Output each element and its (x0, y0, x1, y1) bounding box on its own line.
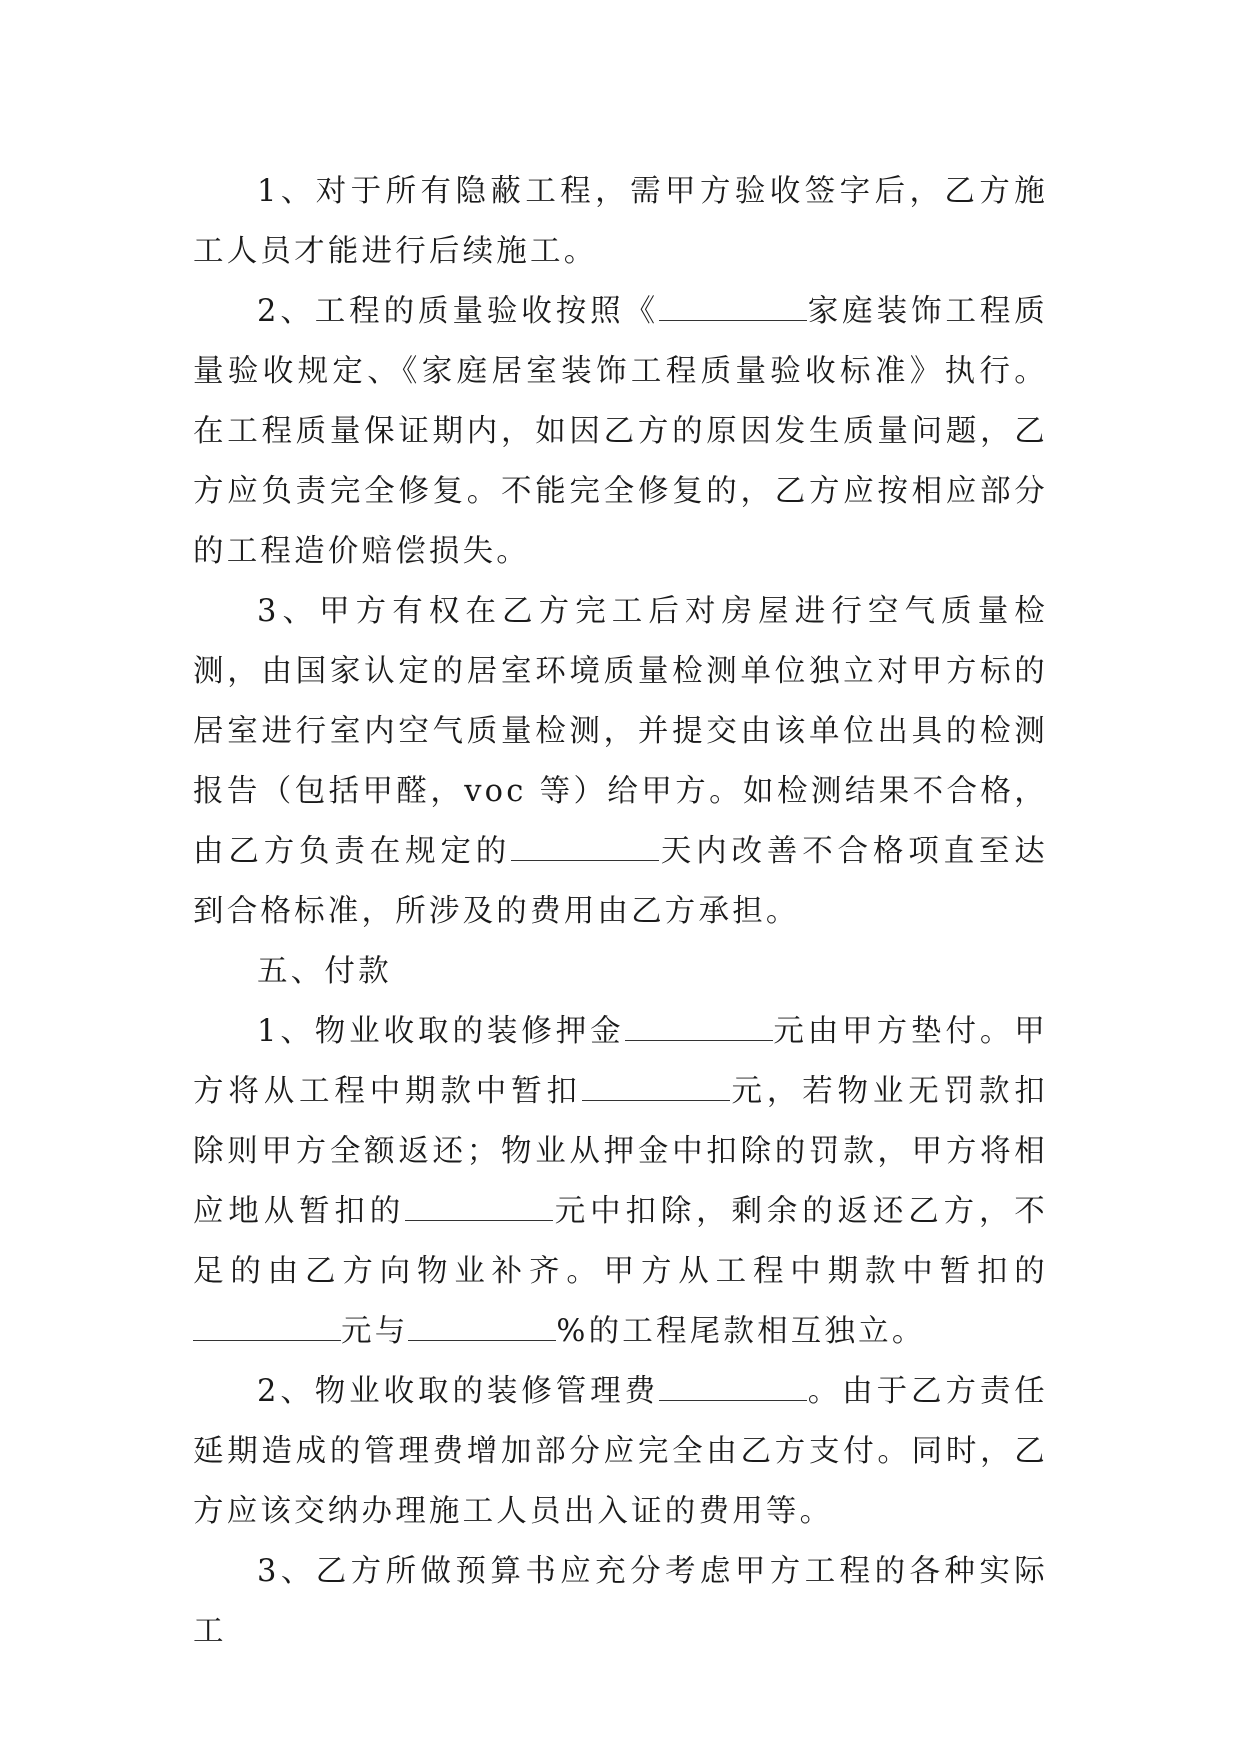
text-segment: 元，若物业无罚款扣除则甲方全额返还；物业从押金中扣除的罚款，甲方将相应地从暂扣的 (193, 1074, 1048, 1229)
text-segment: 1、物业收取的装修押金 (257, 1014, 625, 1049)
fill-in-blank (582, 1074, 730, 1101)
fill-in-blank (625, 1014, 773, 1041)
fill-in-blank (405, 1194, 553, 1221)
fill-in-blank (659, 1374, 807, 1401)
text-segment: 家庭装饰工程质量验收规定、《家庭居室装饰工程质量验收标准》执行。在工程质量保证期内，如因乙方的原因发生质量问题，乙方应负责完全修复。不能完全修复的，乙方应按相应部分的工程造价赔偿损失。 (193, 294, 1048, 569)
text-segment: 1、对于所有隐蔽工程，需甲方验收签字后，乙方施工人员才能进行后续施工。 (193, 174, 1048, 269)
paragraph-budget (193, 1542, 1048, 1662)
text-segment: 五、付款 (257, 954, 392, 989)
paragraph-air-quality (193, 582, 1048, 942)
text-segment: 3、乙方所做预算书应充分考虑甲方工程的各种实际工 (193, 1554, 1048, 1649)
fill-in-blank (408, 1314, 556, 1341)
paragraph-quality-acceptance (193, 282, 1048, 582)
paragraph-management-fee (193, 1362, 1048, 1542)
text-segment: 。由于乙方责任延期造成的管理费增加部分应完全由乙方支付。同时，乙方应该交纳办理施工人员出入证的费用等。 (193, 1374, 1048, 1529)
fill-in-blank (659, 294, 807, 321)
text-segment: 元中扣除，剩余的返还乙方，不足的由乙方向物业补齐。甲方从工程中期款中暂扣的 (193, 1194, 1048, 1289)
text-segment: 3、甲方有权在乙方完工后对房屋进行空气质量检测，由国家认定的居室环境质量检测单位独立对甲方标的居室进行室内空气质量检测，并提交由该单位出具的检测报告（包括甲醛，voc 等）给甲方。如检测结果不合格，由乙方负责在规定的 (193, 594, 1048, 869)
text-segment: 2、物业收取的装修管理费 (257, 1374, 660, 1409)
section-heading-payment (193, 942, 1048, 1002)
document-page (193, 162, 1048, 1662)
text-segment: 天内改善不合格项直至达到合格标准，所涉及的费用由乙方承担。 (193, 834, 1048, 929)
fill-in-blank (193, 1314, 341, 1341)
text-segment: 元由甲方垫付。甲方将从工程中期款中暂扣 (193, 1014, 1048, 1109)
paragraph-hidden-works (193, 162, 1048, 282)
text-segment: 2、工程的质量验收按照《 (257, 294, 660, 329)
fill-in-blank (511, 834, 659, 861)
paragraph-deposit (193, 1002, 1048, 1362)
text-segment: %的工程尾款相互独立。 (556, 1314, 926, 1349)
text-segment: 元与 (341, 1314, 409, 1349)
